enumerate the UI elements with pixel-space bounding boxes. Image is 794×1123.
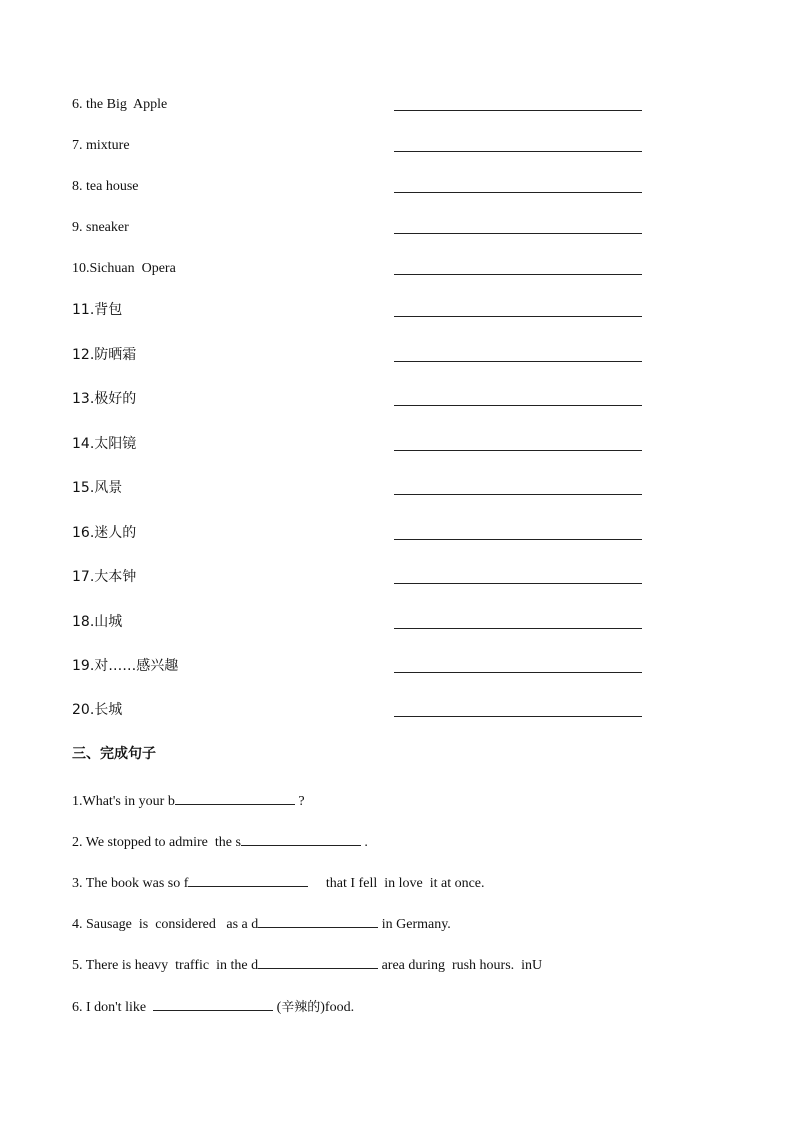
answer-line-16[interactable] <box>394 539 642 540</box>
answer-line-15[interactable] <box>394 494 642 495</box>
sentence-5 <box>72 954 542 975</box>
answer-line-11[interactable] <box>394 316 642 317</box>
vocab-item-13: 13.极好的 <box>72 391 137 407</box>
vocab-item-19: 19.对……感兴趣 <box>72 658 179 674</box>
sentence-4 <box>72 913 451 934</box>
sentence-text: 2. We stopped to admire the s <box>72 835 241 850</box>
answer-line-14[interactable] <box>394 450 642 451</box>
sentence-text: in Germany. <box>378 917 451 932</box>
vocab-item-8: 8. tea house <box>72 179 139 194</box>
sentence-text: 5. There is heavy traffic in the d <box>72 958 259 973</box>
vocab-item-17: 17.大本钟 <box>72 569 137 585</box>
vocab-item-10: 10.Sichuan Opera <box>72 261 176 276</box>
answer-line-13[interactable] <box>394 405 642 406</box>
answer-line-8[interactable] <box>394 192 642 193</box>
vocab-item-15: 15.风景 <box>72 480 123 496</box>
vocab-item-12: 12.防晒霜 <box>72 347 137 363</box>
answer-line-20[interactable] <box>394 716 642 717</box>
sentence-1 <box>72 790 305 811</box>
chinese-hint: 辛辣的 <box>281 1000 321 1015</box>
vocab-item-9: 9. sneaker <box>72 220 129 235</box>
section-heading: 三、完成句子 <box>72 746 156 762</box>
answer-line-9[interactable] <box>394 233 642 234</box>
answer-line-10[interactable] <box>394 274 642 275</box>
fill-blank[interactable] <box>258 913 378 928</box>
fill-blank[interactable] <box>258 954 378 969</box>
vocab-item-18: 18.山城 <box>72 614 123 630</box>
vocab-item-20: 20.长城 <box>72 702 123 718</box>
sentence-text: that I fell in love it at once. <box>308 876 485 891</box>
sentence-text: 6. I don't like <box>72 1000 154 1015</box>
sentence-text: ? <box>294 794 305 809</box>
sentence-2 <box>72 831 368 852</box>
sentence-3 <box>72 872 485 893</box>
vocab-item-14: 14.太阳镜 <box>72 436 137 452</box>
sentence-text: 3. The book was so f <box>72 876 189 891</box>
fill-blank[interactable] <box>175 790 295 805</box>
vocab-item-7: 7. mixture <box>72 138 130 153</box>
answer-line-7[interactable] <box>394 151 642 152</box>
sentence-text: 4. Sausage is considered as a d <box>72 917 259 932</box>
answer-line-18[interactable] <box>394 628 642 629</box>
answer-line-6[interactable] <box>394 110 642 111</box>
sentence-text: ( <box>273 1000 282 1015</box>
answer-line-12[interactable] <box>394 361 642 362</box>
fill-blank[interactable] <box>188 872 308 887</box>
sentence-text: )food. <box>320 1000 355 1015</box>
fill-blank[interactable] <box>153 996 273 1011</box>
sentence-text: . <box>360 835 368 850</box>
fill-blank[interactable] <box>241 831 361 846</box>
answer-line-19[interactable] <box>394 672 642 673</box>
vocab-item-11: 11.背包 <box>72 302 123 318</box>
vocab-item-16: 16.迷人的 <box>72 525 137 541</box>
sentence-6 <box>72 996 354 1017</box>
sentence-text: 1.What's in your b <box>72 794 175 809</box>
answer-line-17[interactable] <box>394 583 642 584</box>
sentence-text: area during rush hours. inU <box>378 958 543 973</box>
vocab-item-6: 6. the Big Apple <box>72 97 168 112</box>
